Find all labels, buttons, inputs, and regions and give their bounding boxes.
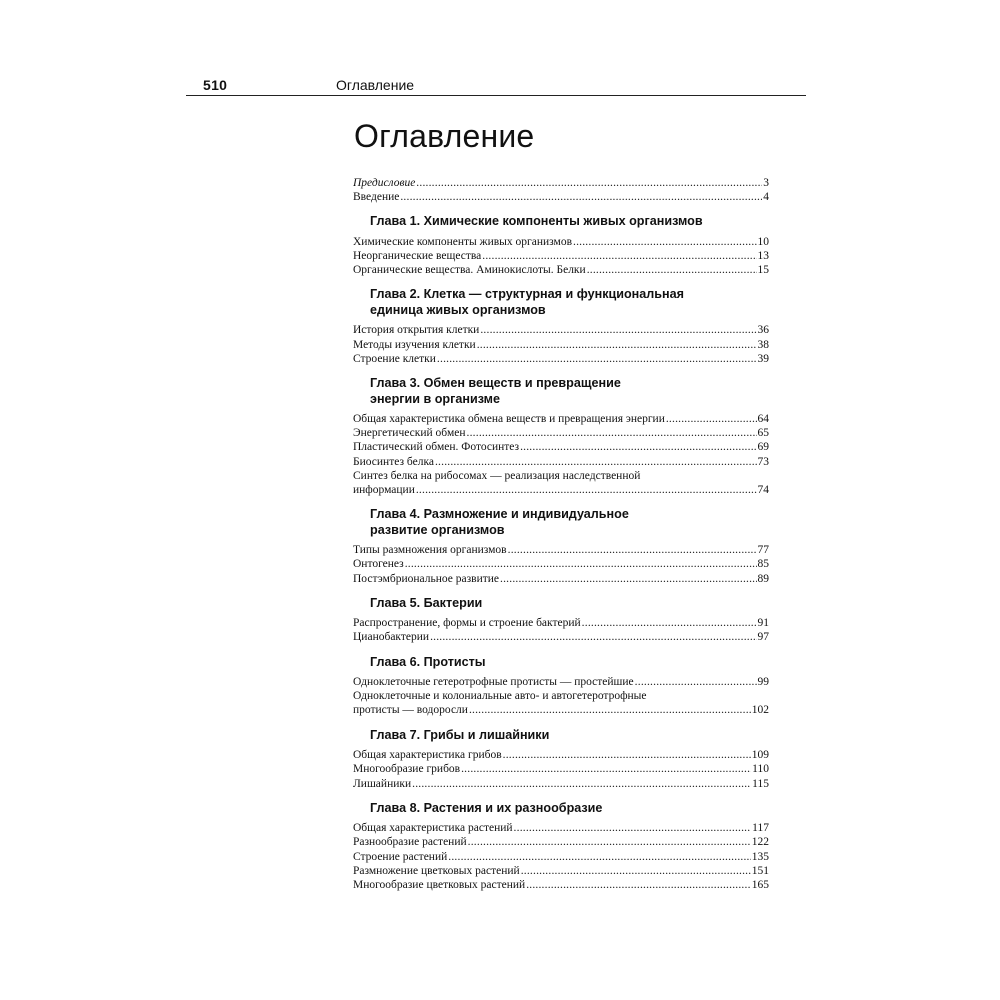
dot-leader bbox=[468, 835, 751, 849]
toc-entry-page: 73 bbox=[757, 455, 769, 468]
chapter-title[interactable] bbox=[353, 728, 769, 744]
toc-entry-label: Общая характеристика обмена веществ и превращения энергии bbox=[353, 413, 665, 425]
dot-leader bbox=[477, 338, 757, 352]
toc-entry-label: информации bbox=[353, 483, 415, 496]
front-matter bbox=[353, 176, 769, 204]
chapter-block bbox=[353, 655, 769, 718]
toc-entry[interactable] bbox=[353, 835, 769, 849]
toc-entry[interactable] bbox=[353, 864, 769, 878]
toc-entry-page: 69 bbox=[757, 441, 769, 454]
dot-leader bbox=[461, 762, 751, 776]
toc-entry[interactable] bbox=[353, 878, 769, 892]
toc-entry-label: Пластический обмен. Фотосинтез bbox=[353, 441, 520, 454]
chapter-title-line: Глава 6. Протисты bbox=[370, 654, 486, 669]
toc-entry-label: Введение bbox=[353, 191, 400, 204]
toc-entry-label: Общая характеристика растений bbox=[353, 822, 513, 835]
toc-entry-label: Распространение, формы и строение бактерий bbox=[353, 617, 581, 630]
chapter-block bbox=[353, 287, 769, 366]
toc-entry-page: 77 bbox=[757, 544, 769, 557]
toc-entry[interactable] bbox=[353, 543, 769, 557]
toc-entry-label: Строение клетки bbox=[353, 352, 436, 365]
toc-entry[interactable] bbox=[353, 630, 769, 644]
toc-entry[interactable] bbox=[353, 338, 769, 352]
chapter-title[interactable] bbox=[353, 801, 769, 817]
toc-entry-label: Одноклеточные гетеротрофные протисты — простейшие bbox=[353, 676, 634, 689]
chapter-title-line: энергии в организме bbox=[370, 391, 500, 406]
toc-entry[interactable] bbox=[353, 263, 769, 277]
toc-entry-page: 85 bbox=[757, 558, 769, 571]
toc-entry-page: 13 bbox=[757, 250, 769, 263]
chapter-block bbox=[353, 214, 769, 277]
toc-entry-label: Типы размножения организмов bbox=[353, 544, 507, 557]
toc-entry-first-line[interactable]: Одноклеточные и колониальные авто- и автогетеротрофные bbox=[353, 690, 647, 703]
dot-leader bbox=[430, 630, 756, 644]
toc-entry-label: Размножение цветковых растений bbox=[353, 864, 520, 877]
chapter-block bbox=[353, 376, 769, 497]
toc-entry-page: 102 bbox=[751, 704, 769, 717]
chapter-list bbox=[353, 214, 769, 892]
toc-entry-page: 135 bbox=[751, 850, 769, 863]
dot-leader bbox=[582, 616, 757, 630]
toc-entry-label: Методы изучения клетки bbox=[353, 338, 476, 351]
dot-leader bbox=[508, 543, 757, 557]
toc-entry[interactable] bbox=[353, 323, 769, 337]
toc-entry-label: Разнообразие растений bbox=[353, 836, 467, 849]
dot-leader bbox=[467, 426, 757, 440]
toc-entry[interactable] bbox=[353, 440, 769, 454]
toc-entry[interactable] bbox=[353, 412, 769, 426]
dot-leader bbox=[400, 190, 762, 204]
toc-entry-preface[interactable] bbox=[353, 176, 769, 190]
dot-leader bbox=[500, 572, 756, 586]
dot-leader bbox=[526, 878, 751, 892]
dot-leader bbox=[416, 176, 762, 190]
toc-entry-page: 115 bbox=[752, 777, 769, 790]
toc-entry-label: Постэмбриональное развитие bbox=[353, 572, 500, 585]
toc-entry-first-line[interactable]: Синтез белка на рибосомах — реализация наследственной bbox=[353, 469, 641, 482]
toc-entry-page: 91 bbox=[757, 617, 769, 630]
dot-leader bbox=[435, 455, 757, 469]
toc-entry[interactable] bbox=[353, 850, 769, 864]
toc-entry[interactable] bbox=[353, 557, 769, 571]
toc-entry-page: 3 bbox=[763, 177, 769, 189]
toc-entry-page: 36 bbox=[757, 324, 769, 337]
chapter-title-line: единица живых организмов bbox=[370, 302, 546, 317]
toc-entry-label: Строение растений bbox=[353, 850, 448, 863]
chapter-title[interactable] bbox=[353, 596, 769, 612]
toc-entry[interactable] bbox=[353, 821, 769, 835]
toc-entry[interactable] bbox=[353, 762, 769, 776]
chapter-title-line: развитие организмов bbox=[370, 522, 505, 537]
toc-entry-label: Лишайники bbox=[353, 777, 412, 790]
dot-leader bbox=[416, 483, 757, 497]
toc-entry-page: 109 bbox=[751, 749, 769, 762]
toc-entry-label: Общая характеристика грибов bbox=[353, 749, 502, 762]
toc-entry-page: 38 bbox=[757, 338, 769, 351]
chapter-title[interactable] bbox=[353, 507, 769, 538]
chapter-title[interactable] bbox=[353, 376, 769, 407]
chapter-title-line: Глава 4. Размножение и индивидуальное bbox=[370, 507, 629, 522]
toc-entry-label: Цианобактерии bbox=[353, 631, 430, 644]
toc-entry-page: 65 bbox=[757, 427, 769, 440]
table-of-contents bbox=[353, 176, 769, 892]
toc-entry-page: 39 bbox=[757, 352, 769, 365]
toc-entry-page: 99 bbox=[757, 676, 769, 689]
running-title: Оглавление bbox=[336, 77, 415, 93]
toc-entry-page: 110 bbox=[752, 763, 769, 776]
toc-entry[interactable] bbox=[353, 249, 769, 263]
toc-entry[interactable] bbox=[353, 703, 769, 717]
toc-entry-label: Предисловие bbox=[353, 177, 416, 189]
chapter-title[interactable] bbox=[353, 214, 769, 230]
toc-entry-page: 117 bbox=[752, 822, 769, 835]
page-number: 510 bbox=[203, 77, 228, 93]
chapter-title-line: Глава 5. Бактерии bbox=[370, 595, 483, 610]
toc-entry-page: 97 bbox=[757, 631, 769, 644]
toc-entry[interactable] bbox=[353, 572, 769, 586]
toc-entry-label: Многообразие грибов bbox=[353, 763, 461, 776]
toc-entry-label: История открытия клетки bbox=[353, 324, 480, 337]
toc-entry-page: 64 bbox=[757, 413, 769, 425]
dot-leader bbox=[448, 850, 750, 864]
chapter-block bbox=[353, 507, 769, 586]
dot-leader bbox=[666, 412, 757, 426]
dot-leader bbox=[587, 263, 757, 277]
toc-entry[interactable] bbox=[353, 455, 769, 469]
chapter-title-line: Глава 1. Химические компоненты живых организмов bbox=[370, 214, 703, 229]
toc-entry-label: протисты — водоросли bbox=[353, 704, 468, 717]
toc-entry-page: 165 bbox=[751, 878, 769, 891]
chapter-title-line: Глава 2. Клетка — структурная и функциональная bbox=[370, 287, 684, 302]
dot-leader bbox=[412, 777, 751, 791]
chapter-block bbox=[353, 596, 769, 645]
toc-entry[interactable] bbox=[353, 426, 769, 440]
dot-leader bbox=[405, 557, 757, 571]
toc-entry-page: 15 bbox=[757, 264, 769, 277]
dot-leader bbox=[437, 352, 757, 366]
dot-leader bbox=[521, 864, 751, 878]
chapter-title-line: Глава 8. Растения и их разнообразие bbox=[370, 800, 603, 815]
toc-entry[interactable] bbox=[353, 777, 769, 791]
toc-entry-page: 122 bbox=[751, 836, 769, 849]
chapter-block bbox=[353, 728, 769, 791]
dot-leader bbox=[520, 440, 756, 454]
toc-entry-page: 74 bbox=[757, 483, 769, 496]
toc-entry-page: 151 bbox=[751, 864, 769, 877]
toc-entry-page: 89 bbox=[757, 572, 769, 585]
chapter-title-line: Глава 3. Обмен веществ и превращение bbox=[370, 376, 621, 390]
toc-entry[interactable] bbox=[353, 483, 769, 497]
toc-entry-label: Онтогенез bbox=[353, 558, 404, 571]
page-title: Оглавление bbox=[354, 118, 535, 154]
dot-leader bbox=[635, 675, 757, 689]
chapter-title-line: Глава 7. Грибы и лишайники bbox=[370, 727, 550, 742]
toc-entry-label: Многообразие цветковых растений bbox=[353, 878, 526, 891]
toc-entry-label: Неорганические вещества bbox=[353, 250, 482, 263]
toc-entry[interactable] bbox=[353, 748, 769, 762]
dot-leader bbox=[482, 249, 756, 263]
dot-leader bbox=[469, 703, 751, 717]
dot-leader bbox=[503, 748, 751, 762]
chapter-block bbox=[353, 801, 769, 892]
chapter-title[interactable] bbox=[353, 287, 769, 318]
toc-entry-introduction[interactable] bbox=[353, 190, 769, 204]
toc-entry[interactable] bbox=[353, 352, 769, 366]
dot-leader bbox=[480, 323, 756, 337]
chapter-title[interactable] bbox=[353, 655, 769, 671]
toc-entry-label: Энергетический обмен bbox=[353, 427, 466, 440]
toc-entry-label: Органические вещества. Аминокислоты. Белки bbox=[353, 264, 586, 277]
dot-leader bbox=[514, 821, 752, 835]
running-header bbox=[186, 76, 806, 96]
dot-leader bbox=[573, 235, 757, 249]
toc-entry[interactable] bbox=[353, 675, 769, 689]
toc-entry-label: Химические компоненты живых организмов bbox=[353, 235, 572, 248]
toc-entry-page: 4 bbox=[763, 191, 769, 204]
toc-entry-page: 10 bbox=[757, 235, 769, 248]
toc-entry-label: Биосинтез белка bbox=[353, 455, 434, 468]
toc-entry[interactable] bbox=[353, 235, 769, 249]
toc-entry[interactable] bbox=[353, 616, 769, 630]
